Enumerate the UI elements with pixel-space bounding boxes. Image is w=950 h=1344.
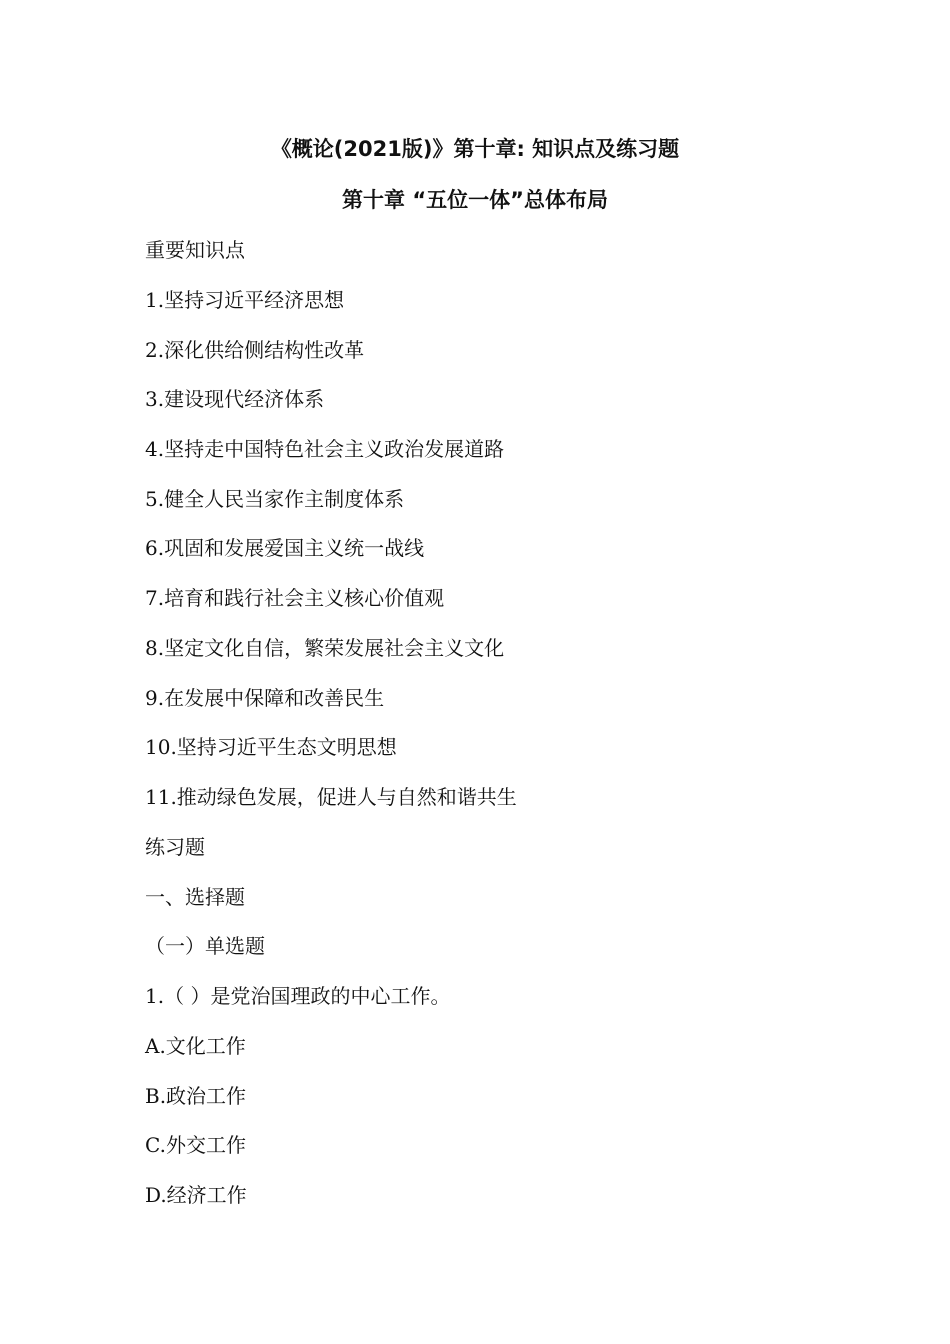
chapter-heading: 第十章 “五位一体”总体布局	[342, 188, 608, 212]
document-title: 《概论(2021版)》第十章: 知识点及练习题	[270, 137, 680, 161]
question-text: 1.（ ）是党治国理政的中心工作。	[145, 984, 451, 1008]
key-point-item: 3.建设现代经济体系	[145, 387, 325, 411]
key-point-item: 5.健全人民当家作主制度体系	[145, 487, 405, 511]
key-point-item: 7.培育和践行社会主义核心价值观	[145, 586, 445, 610]
answer-option: C.外交工作	[145, 1133, 246, 1157]
key-point-item: 8.坚定文化自信，繁荣发展社会主义文化	[145, 636, 505, 660]
key-point-item: 4.坚持走中国特色社会主义政治发展道路	[145, 437, 505, 461]
key-point-item: 6.巩固和发展爱国主义统一战线	[145, 536, 425, 560]
key-point-item: 10.坚持习近平生态文明思想	[145, 735, 397, 759]
answer-option: D.经济工作	[145, 1183, 247, 1207]
key-point-item: 2.深化供给侧结构性改革	[145, 338, 365, 362]
subsection-heading: （一）单选题	[145, 934, 265, 958]
key-points-heading: 重要知识点	[145, 238, 245, 262]
answer-option: A.文化工作	[145, 1034, 246, 1058]
key-point-item: 1.坚持习近平经济思想	[145, 288, 345, 312]
exercises-heading: 练习题	[145, 835, 205, 859]
key-point-item: 9.在发展中保障和改善民生	[145, 686, 385, 710]
key-point-item: 11.推动绿色发展，促进人与自然和谐共生	[145, 785, 517, 809]
section-heading: 一、选择题	[145, 885, 245, 909]
answer-option: B.政治工作	[145, 1084, 247, 1108]
